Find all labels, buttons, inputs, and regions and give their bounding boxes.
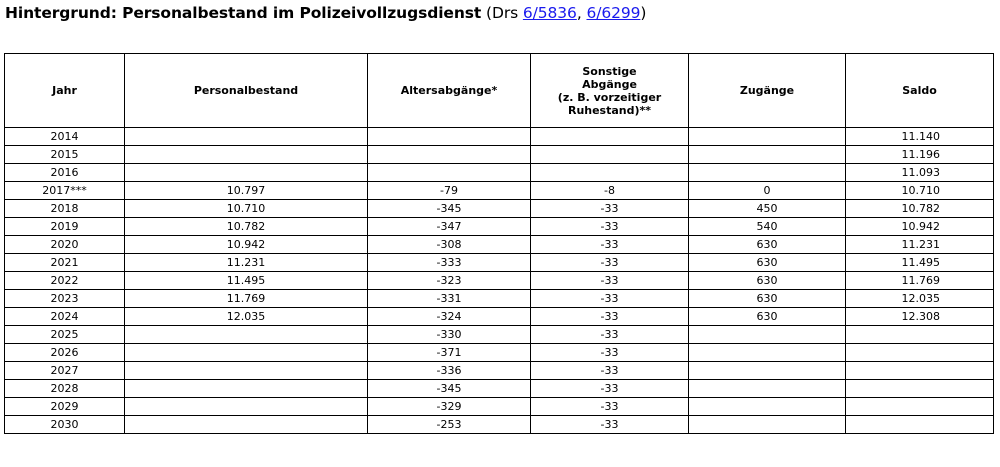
cell-zugaenge <box>689 380 846 398</box>
cell-personalbestand <box>125 362 368 380</box>
table-row <box>5 164 994 182</box>
cell-jahr: 2018 <box>5 200 125 218</box>
heading-suffix: ) <box>640 4 647 22</box>
cell-zugaenge <box>689 146 846 164</box>
cell-personalbestand: 11.495 <box>125 272 368 290</box>
cell-jahr: 2017*** <box>5 182 125 200</box>
cell-altersabgaenge: -331 <box>368 290 531 308</box>
cell-saldo: 10.782 <box>846 200 994 218</box>
cell-jahr: 2022 <box>5 272 125 290</box>
cell-saldo <box>846 362 994 380</box>
cell-jahr: 2028 <box>5 380 125 398</box>
page-heading <box>5 4 646 22</box>
cell-jahr: 2014 <box>5 128 125 146</box>
cell-personalbestand <box>125 416 368 434</box>
table-row <box>5 308 994 326</box>
table-row <box>5 200 994 218</box>
cell-personalbestand <box>125 164 368 182</box>
cell-saldo <box>846 344 994 362</box>
heading-prefix: (Drs <box>481 4 523 22</box>
cell-jahr: 2030 <box>5 416 125 434</box>
cell-zugaenge: 630 <box>689 272 846 290</box>
cell-personalbestand <box>125 380 368 398</box>
cell-personalbestand: 11.769 <box>125 290 368 308</box>
cell-saldo <box>846 326 994 344</box>
cell-saldo <box>846 416 994 434</box>
cell-altersabgaenge: -324 <box>368 308 531 326</box>
table-row <box>5 344 994 362</box>
cell-saldo: 12.308 <box>846 308 994 326</box>
cell-altersabgaenge: -253 <box>368 416 531 434</box>
table-row <box>5 416 994 434</box>
table-row <box>5 182 994 200</box>
cell-sonstige-abgaenge: -33 <box>531 326 689 344</box>
cell-jahr: 2019 <box>5 218 125 236</box>
cell-jahr: 2024 <box>5 308 125 326</box>
header-sonstige-line: Abgänge <box>582 77 637 91</box>
table-body <box>5 128 994 434</box>
cell-altersabgaenge: -336 <box>368 362 531 380</box>
cell-altersabgaenge <box>368 128 531 146</box>
cell-altersabgaenge: -345 <box>368 380 531 398</box>
cell-sonstige-abgaenge <box>531 128 689 146</box>
cell-saldo: 11.196 <box>846 146 994 164</box>
header-sonstige-line: (z. B. vorzeitiger <box>557 90 662 104</box>
table-row <box>5 236 994 254</box>
cell-personalbestand <box>125 326 368 344</box>
cell-saldo: 10.942 <box>846 218 994 236</box>
cell-saldo: 11.495 <box>846 254 994 272</box>
cell-zugaenge: 0 <box>689 182 846 200</box>
cell-zugaenge <box>689 344 846 362</box>
cell-sonstige-abgaenge: -33 <box>531 290 689 308</box>
table-row <box>5 326 994 344</box>
table-row <box>5 380 994 398</box>
cell-personalbestand: 12.035 <box>125 308 368 326</box>
table-row <box>5 128 994 146</box>
cell-altersabgaenge: -329 <box>368 398 531 416</box>
cell-sonstige-abgaenge: -33 <box>531 308 689 326</box>
cell-altersabgaenge: -330 <box>368 326 531 344</box>
cell-zugaenge: 630 <box>689 254 846 272</box>
cell-sonstige-abgaenge: -33 <box>531 380 689 398</box>
cell-zugaenge: 630 <box>689 290 846 308</box>
cell-personalbestand <box>125 344 368 362</box>
cell-altersabgaenge: -79 <box>368 182 531 200</box>
cell-zugaenge <box>689 416 846 434</box>
header-sonstige-line: Sonstige <box>582 64 637 78</box>
table-row <box>5 362 994 380</box>
header-jahr: Jahr <box>5 54 125 128</box>
cell-jahr: 2027 <box>5 362 125 380</box>
cell-sonstige-abgaenge: -33 <box>531 344 689 362</box>
table-row <box>5 290 994 308</box>
table-row <box>5 254 994 272</box>
cell-sonstige-abgaenge <box>531 146 689 164</box>
header-sonstige-line: Ruhestand)** <box>567 103 652 117</box>
cell-personalbestand: 10.710 <box>125 200 368 218</box>
table-header-row <box>5 54 994 128</box>
heading-separator: , <box>576 4 587 22</box>
cell-sonstige-abgaenge <box>531 164 689 182</box>
cell-sonstige-abgaenge: -33 <box>531 362 689 380</box>
cell-zugaenge <box>689 128 846 146</box>
cell-jahr: 2015 <box>5 146 125 164</box>
table-row <box>5 218 994 236</box>
cell-zugaenge <box>689 326 846 344</box>
cell-zugaenge <box>689 398 846 416</box>
cell-jahr: 2029 <box>5 398 125 416</box>
cell-zugaenge <box>689 164 846 182</box>
cell-saldo: 11.140 <box>846 128 994 146</box>
header-altersabgaenge: Altersabgänge* <box>368 54 531 128</box>
cell-personalbestand: 10.797 <box>125 182 368 200</box>
cell-sonstige-abgaenge: -33 <box>531 416 689 434</box>
cell-altersabgaenge: -333 <box>368 254 531 272</box>
cell-sonstige-abgaenge: -33 <box>531 218 689 236</box>
cell-personalbestand: 10.942 <box>125 236 368 254</box>
header-personalbestand: Personalbestand <box>125 54 368 128</box>
cell-personalbestand <box>125 146 368 164</box>
cell-saldo: 11.769 <box>846 272 994 290</box>
cell-saldo <box>846 380 994 398</box>
cell-personalbestand: 11.231 <box>125 254 368 272</box>
cell-sonstige-abgaenge: -33 <box>531 272 689 290</box>
cell-jahr: 2026 <box>5 344 125 362</box>
cell-altersabgaenge <box>368 146 531 164</box>
cell-sonstige-abgaenge: -33 <box>531 398 689 416</box>
cell-jahr: 2025 <box>5 326 125 344</box>
cell-sonstige-abgaenge: -33 <box>531 200 689 218</box>
cell-zugaenge <box>689 362 846 380</box>
cell-personalbestand: 10.782 <box>125 218 368 236</box>
table-row <box>5 272 994 290</box>
drs-link-5836[interactable]: 6/5836 <box>522 4 577 22</box>
cell-zugaenge: 630 <box>689 236 846 254</box>
cell-jahr: 2021 <box>5 254 125 272</box>
cell-saldo: 11.093 <box>846 164 994 182</box>
cell-zugaenge: 630 <box>689 308 846 326</box>
cell-jahr: 2016 <box>5 164 125 182</box>
header-zugaenge: Zugänge <box>689 54 846 128</box>
drs-link-6299[interactable]: 6/6299 <box>586 4 641 22</box>
cell-altersabgaenge: -345 <box>368 200 531 218</box>
cell-altersabgaenge: -347 <box>368 218 531 236</box>
header-sonstige-abgaenge <box>531 54 689 128</box>
cell-saldo: 12.035 <box>846 290 994 308</box>
cell-personalbestand <box>125 128 368 146</box>
cell-sonstige-abgaenge: -8 <box>531 182 689 200</box>
header-saldo: Saldo <box>846 54 994 128</box>
cell-altersabgaenge: -371 <box>368 344 531 362</box>
cell-saldo: 11.231 <box>846 236 994 254</box>
heading-title: Hintergrund: Personalbestand im Polizeivollzugsdienst <box>5 4 482 22</box>
cell-zugaenge: 540 <box>689 218 846 236</box>
cell-jahr: 2020 <box>5 236 125 254</box>
cell-altersabgaenge <box>368 164 531 182</box>
table-row <box>5 146 994 164</box>
cell-personalbestand <box>125 398 368 416</box>
cell-sonstige-abgaenge: -33 <box>531 254 689 272</box>
cell-saldo: 10.710 <box>846 182 994 200</box>
table-row <box>5 398 994 416</box>
cell-altersabgaenge: -308 <box>368 236 531 254</box>
cell-zugaenge: 450 <box>689 200 846 218</box>
cell-jahr: 2023 <box>5 290 125 308</box>
cell-sonstige-abgaenge: -33 <box>531 236 689 254</box>
personalbestand-table <box>4 53 994 434</box>
cell-saldo <box>846 398 994 416</box>
cell-altersabgaenge: -323 <box>368 272 531 290</box>
